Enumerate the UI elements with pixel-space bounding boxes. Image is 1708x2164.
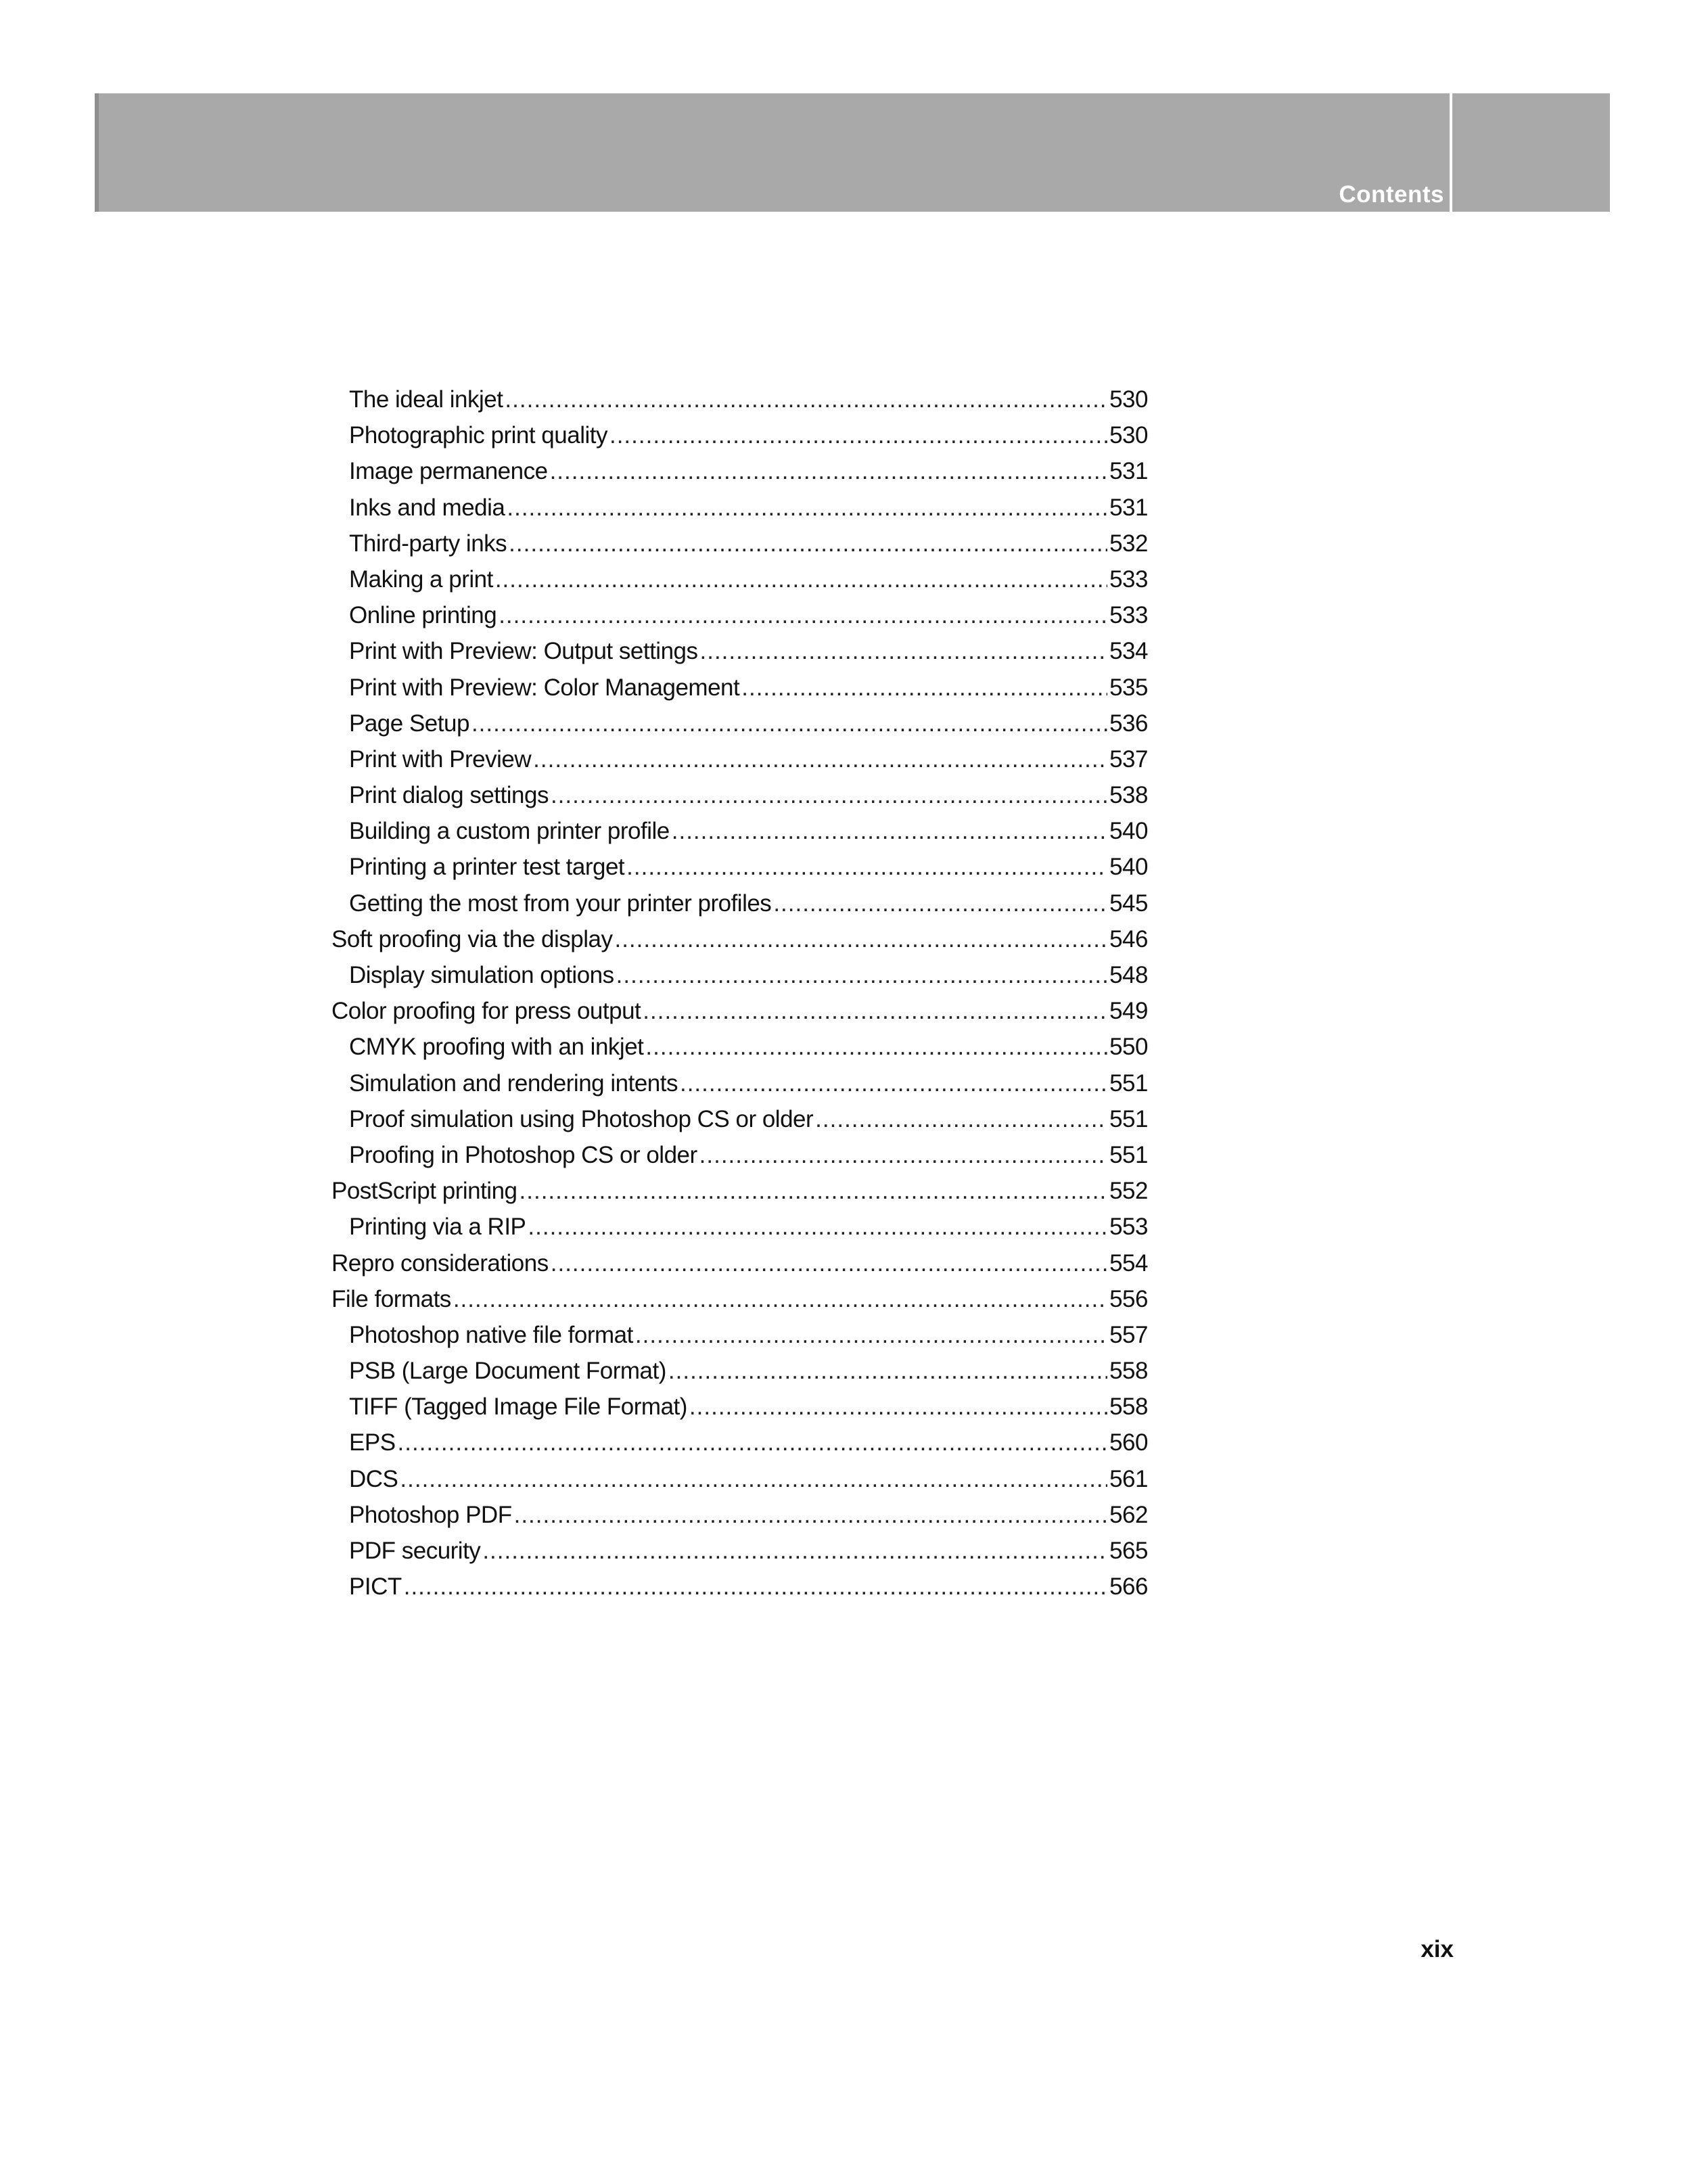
toc-entry-title: Online printing xyxy=(349,602,497,629)
toc-entry-title: The ideal inkjet xyxy=(349,386,503,413)
toc-dot-leader xyxy=(505,382,1107,417)
toc-entry xyxy=(331,1389,1148,1425)
toc-entry-page: 545 xyxy=(1109,890,1148,917)
toc-entry xyxy=(331,597,1148,633)
toc-dot-leader xyxy=(551,1245,1107,1281)
toc-entry xyxy=(331,885,1148,921)
toc-entry xyxy=(331,417,1148,453)
toc-entry-title: Page Setup xyxy=(349,710,469,737)
toc-dot-leader xyxy=(499,597,1107,633)
toc-entry xyxy=(331,1173,1148,1209)
toc-entry-page: 557 xyxy=(1109,1321,1148,1348)
toc-entry-page: 558 xyxy=(1109,1394,1148,1421)
toc-entry-page: 561 xyxy=(1109,1465,1148,1492)
toc-dot-leader xyxy=(668,1353,1107,1389)
toc-entry xyxy=(331,1101,1148,1137)
toc-dot-leader xyxy=(626,849,1107,885)
toc-entry-page: 546 xyxy=(1109,925,1148,952)
toc-entry xyxy=(331,741,1148,777)
toc-entry-page: 558 xyxy=(1109,1358,1148,1385)
toc-dot-leader xyxy=(680,1065,1107,1101)
toc-entry-title: Print with Preview xyxy=(349,745,532,773)
toc-entry-title: TIFF (Tagged Image File Format) xyxy=(349,1394,687,1421)
toc-entry-page: 551 xyxy=(1109,1141,1148,1168)
toc-dot-leader xyxy=(404,1569,1107,1605)
toc-entry xyxy=(331,382,1148,417)
toc-entry-title: Soft proofing via the display xyxy=(331,925,613,952)
toc-dot-leader xyxy=(643,993,1107,1029)
toc-entry-title: PostScript printing xyxy=(331,1178,517,1205)
toc-entry xyxy=(331,1569,1148,1605)
toc-entry-page: 535 xyxy=(1109,674,1148,701)
toc-entry-page: 550 xyxy=(1109,1034,1148,1061)
toc-entry-title: Inks and media xyxy=(349,494,505,521)
toc-entry-title: Third-party inks xyxy=(349,530,507,557)
toc-entry xyxy=(331,1353,1148,1389)
page-number: xix xyxy=(1421,1936,1454,1962)
toc-dot-leader xyxy=(635,1317,1107,1353)
toc-entry-page: 562 xyxy=(1109,1501,1148,1528)
toc-entry-title: Proof simulation using Photoshop CS or older xyxy=(349,1105,814,1132)
toc-entry-title: PICT xyxy=(349,1573,402,1601)
toc-entry-page: 531 xyxy=(1109,458,1148,485)
toc-entry xyxy=(331,1461,1148,1497)
toc-dot-leader xyxy=(495,561,1107,597)
toc-entry-page: 538 xyxy=(1109,782,1148,809)
toc-dot-leader xyxy=(509,526,1107,561)
toc-entry-title: CMYK proofing with an inkjet xyxy=(349,1034,644,1061)
toc-entry xyxy=(331,1533,1148,1569)
toc-dot-leader xyxy=(700,633,1108,669)
toc-entry xyxy=(331,1209,1148,1245)
toc-entry-page: 534 xyxy=(1109,638,1148,665)
toc-dot-leader xyxy=(453,1281,1107,1317)
toc-entry xyxy=(331,633,1148,669)
toc-entry-page: 551 xyxy=(1109,1105,1148,1132)
toc-entry xyxy=(331,777,1148,813)
toc-entry xyxy=(331,1425,1148,1460)
toc-entry xyxy=(331,670,1148,706)
toc-dot-leader xyxy=(507,490,1107,526)
toc-entry-page: 551 xyxy=(1109,1069,1148,1097)
toc-entry xyxy=(331,1029,1148,1065)
toc-entry-title: Print with Preview: Color Management xyxy=(349,674,740,701)
toc-entry-page: 556 xyxy=(1109,1285,1148,1312)
toc-entry-title: File formats xyxy=(331,1285,451,1312)
toc-entry xyxy=(331,1065,1148,1101)
toc-entry-page: 533 xyxy=(1109,602,1148,629)
toc-entry xyxy=(331,921,1148,957)
toc-entry xyxy=(331,1317,1148,1353)
toc-entry xyxy=(331,1281,1148,1317)
toc-dot-leader xyxy=(773,885,1107,921)
toc-entry-page: 552 xyxy=(1109,1178,1148,1205)
toc-dot-leader xyxy=(741,670,1107,706)
toc-dot-leader xyxy=(520,1173,1108,1209)
toc-entry-page: 565 xyxy=(1109,1538,1148,1564)
toc-entry-title: Photoshop native file format xyxy=(349,1321,633,1348)
toc-dot-leader xyxy=(398,1425,1108,1460)
toc-entry-title: Display simulation options xyxy=(349,962,614,988)
toc-entry-page: 549 xyxy=(1109,998,1148,1025)
toc-entry-page: 531 xyxy=(1109,494,1148,521)
toc-entry-title: Simulation and rendering intents xyxy=(349,1069,678,1097)
toc-entry-title: Print with Preview: Output settings xyxy=(349,638,698,665)
toc-entry-page: 530 xyxy=(1109,422,1148,449)
toc-entry-page: 536 xyxy=(1109,710,1148,737)
toc-entry-page: 560 xyxy=(1109,1429,1148,1456)
toc-dot-leader xyxy=(533,741,1107,777)
toc-entry xyxy=(331,993,1148,1029)
toc-entry xyxy=(331,561,1148,597)
toc-dot-leader xyxy=(614,921,1107,957)
toc-dot-leader xyxy=(471,706,1107,741)
toc-entry-page: 533 xyxy=(1109,566,1148,593)
toc-entry-page: 540 xyxy=(1109,854,1148,881)
toc-entry xyxy=(331,490,1148,526)
toc-entry xyxy=(331,526,1148,561)
toc-entry-title: EPS xyxy=(349,1429,396,1456)
toc-dot-leader xyxy=(815,1101,1107,1137)
toc-entry-title: Proofing in Photoshop CS or older xyxy=(349,1141,697,1168)
toc-entry-title: Image permanence xyxy=(349,458,548,485)
toc-dot-leader xyxy=(616,957,1107,993)
toc-entry-title: Building a custom printer profile xyxy=(349,818,670,845)
toc-entry-title: DCS xyxy=(349,1465,398,1492)
toc-entry-title: Repro considerations xyxy=(331,1249,549,1276)
toc-entry xyxy=(331,1245,1148,1281)
toc-entry-page: 554 xyxy=(1109,1249,1148,1276)
toc-dot-leader xyxy=(514,1497,1108,1533)
toc-dot-leader xyxy=(482,1533,1107,1569)
toc-entry-page: 540 xyxy=(1109,818,1148,845)
toc-entry-title: PSB (Large Document Format) xyxy=(349,1358,666,1385)
toc-entry xyxy=(331,706,1148,741)
toc-dot-leader xyxy=(672,813,1107,849)
toc-entry-title: PDF security xyxy=(349,1538,481,1564)
toc-entry-title: Color proofing for press output xyxy=(331,998,641,1025)
toc-dot-leader xyxy=(699,1137,1107,1173)
running-header-divider xyxy=(1450,93,1452,212)
toc-entry-title: Getting the most from your printer profiles xyxy=(349,890,772,917)
running-header-title: Contents xyxy=(1339,181,1444,208)
toc-entry xyxy=(331,957,1148,993)
toc-entry-page: 537 xyxy=(1109,745,1148,773)
toc-entry xyxy=(331,849,1148,885)
toc-entry xyxy=(331,453,1148,489)
toc-dot-leader xyxy=(400,1461,1107,1497)
toc-entry-page: 532 xyxy=(1109,530,1148,557)
toc-entry xyxy=(331,1137,1148,1173)
toc-entry xyxy=(331,813,1148,849)
running-header-edge xyxy=(95,93,99,212)
toc-dot-leader xyxy=(528,1209,1107,1245)
toc-entry xyxy=(331,1497,1148,1533)
toc-entry-page: 530 xyxy=(1109,386,1148,413)
toc-entry-page: 566 xyxy=(1109,1573,1148,1601)
toc-entry-title: Photoshop PDF xyxy=(349,1501,512,1528)
toc-dot-leader xyxy=(551,777,1107,813)
toc-dot-leader xyxy=(550,453,1108,489)
toc-entry-title: Photographic print quality xyxy=(349,422,607,449)
table-of-contents xyxy=(331,382,1148,1605)
toc-entry-title: Printing via a RIP xyxy=(349,1214,526,1241)
toc-dot-leader xyxy=(689,1389,1107,1425)
toc-dot-leader xyxy=(645,1029,1107,1065)
toc-entry-page: 548 xyxy=(1109,962,1148,988)
toc-entry-page: 553 xyxy=(1109,1214,1148,1241)
toc-dot-leader xyxy=(609,417,1107,453)
toc-entry-title: Making a print xyxy=(349,566,493,593)
toc-entry-title: Printing a printer test target xyxy=(349,854,625,881)
toc-entry-title: Print dialog settings xyxy=(349,782,549,809)
